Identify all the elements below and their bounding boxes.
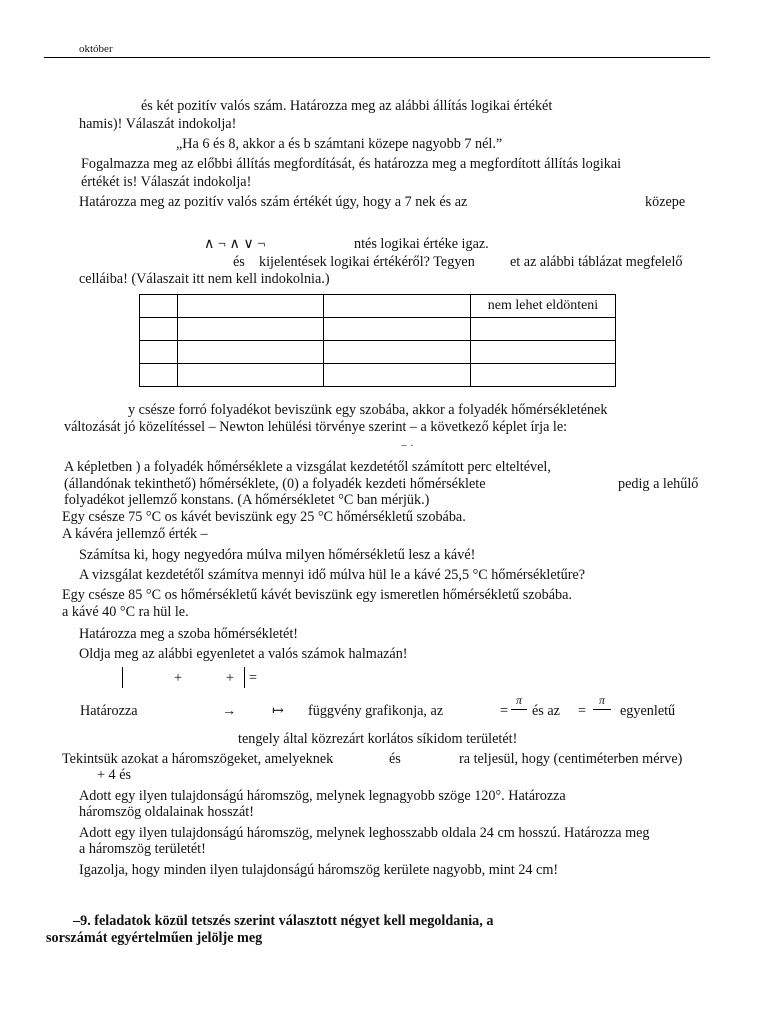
table-cell [140,364,178,387]
table-row [140,295,616,318]
text-line: kijelentések logikai értékéről? Tegyen [259,254,475,270]
text-line: „Ha 6 és 8, akkor a és b számtani közepe nagyobb 7 nél.” [176,136,503,152]
table-cell [324,318,471,341]
text-line: + 4 és [97,767,132,783]
table-cell [178,318,324,341]
table-cell [324,295,471,318]
table-cell [140,318,178,341]
text-line: és [233,254,245,270]
text-line: változását jó közelítéssel – Newton lehülési törvénye szerint – a következő képlet írja le: [64,419,568,435]
text-line: Egy csésze 85 °C os hőmérsékletű kávét beviszünk egy ismeretlen hőmérsékletű szobába. [62,587,572,603]
text-line: Fogalmazza meg az előbbi állítás megfordítását, és határozza meg a megfordított állítás logikai [81,156,622,172]
text-line: egyenletű [620,703,676,719]
text-line: Egy csésze 75 °C os kávét beviszünk egy 25 °C hőmérsékletű szobába. [62,509,466,525]
table-cell [471,341,616,364]
text-line: közepe [645,194,686,210]
instruction-bold: –9. feladatok közül tetszés szerint választott négyet kell megoldania, a [73,913,494,929]
text-line: függvény grafikonja, az [308,703,444,719]
instruction-bold: sorszámát egyértelműen jelölje meg [46,930,263,946]
text-line: Számítsa ki, hogy negyedóra múlva milyen hőmérsékletű lesz a kávé! [79,547,476,563]
text-line: ntés logikai értéke igaz. [354,236,489,252]
text-line: A kávéra jellemző érték – [62,526,208,542]
text-line: és két pozitív valós szám. Határozza meg az alábbi állítás logikai értékét [141,98,553,114]
header-month: október [79,43,113,55]
table-cell [178,295,324,318]
abs-bar-right [244,667,245,688]
mapsto-glyph: ↦ [272,703,284,719]
text-line: pedig a lehűlő [618,476,699,492]
fraction-pi [593,693,611,711]
text-line: értékét is! Válaszát indokolja! [81,174,252,190]
text-line: hamis)! Válaszát indokolja! [79,116,237,132]
equation-plus: + [226,670,235,686]
equation-equals: = [578,703,587,719]
table-cell [178,364,324,387]
equation-plus: + [174,670,183,686]
table-cell [324,364,471,387]
text-line: folyadékot jellemző konstans. (A hőmérsékletet °C ban mérjük.) [64,492,430,508]
formula-fragment: − · [401,440,414,452]
text-line: (állandónak tekinthető) hőmérséklete, (0) a folyadék kezdeti hőmérséklete [64,476,486,492]
text-line: Adott egy ilyen tulajdonságú háromszög, melynek leghosszabb oldala 24 cm hosszú. Határozza meg [79,825,650,841]
table-cell [140,295,178,318]
table-header-undecidable: nem lehet eldönteni [471,295,616,318]
text-line: a kávé 40 °C ra hül le. [62,604,189,620]
text-line: Határozza [80,703,138,719]
header-rule [44,57,710,58]
text-line: y csésze forró folyadékot beviszünk egy szobába, akkor a folyadék hőmérsékletének [128,402,608,418]
fraction-pi [511,693,527,711]
text-line: és [389,751,401,767]
arrow-glyph: → [222,703,237,719]
text-line: Tekintsük azokat a háromszögeket, amelyeknek [62,751,334,767]
text-line: celláiba! (Válaszait itt nem kell indokolnia.) [79,271,330,287]
table-cell [471,364,616,387]
equation-equals: = [500,703,509,719]
text-line: Oldja meg az alábbi egyenletet a valós számok halmazán! [79,646,408,662]
table-cell [178,341,324,364]
table-cell [471,318,616,341]
table-row [140,341,616,364]
text-line: et az alábbi táblázat megfelelő [510,254,683,270]
text-line: Igazolja, hogy minden ilyen tulajdonságú háromszög kerülete nagyobb, mint 24 cm! [79,862,559,878]
text-line: A képletben ) a folyadék hőmérséklete a vizsgálat kezdetétől számított perc elteltével, [64,459,551,475]
pi-symbol: π [598,693,605,707]
table-row [140,364,616,387]
text-line: tengely által közrezárt korlátos síkidom területét! [238,731,518,747]
text-line: háromszög oldalainak hosszát! [79,804,254,820]
logic-table [139,294,616,387]
text-line: ra teljesül, hogy (centiméterben mérve) [459,751,683,767]
text-line: és az [532,703,560,719]
pi-symbol: π [515,693,522,707]
abs-bar-left [122,667,123,688]
text-line: Adott egy ilyen tulajdonságú háromszög, melynek legnagyobb szöge 120°. Határozza [79,788,566,804]
table-cell [140,341,178,364]
text-line: a háromszög területét! [79,841,206,857]
equation-equals: = [249,670,258,686]
text-line: A vizsgálat kezdetétől számítva mennyi idő múlva hül le a kávé 25,5 °C hőmérsékletűre? [79,567,586,583]
table-cell [324,341,471,364]
table-row [140,318,616,341]
logic-formula: ∧ ¬ ∧ ∨ ¬ [204,236,266,252]
text-line: Határozza meg a szoba hőmérsékletét! [79,626,299,642]
text-line: Határozza meg az pozitív valós szám értékét úgy, hogy a 7 nek és az [79,194,468,210]
